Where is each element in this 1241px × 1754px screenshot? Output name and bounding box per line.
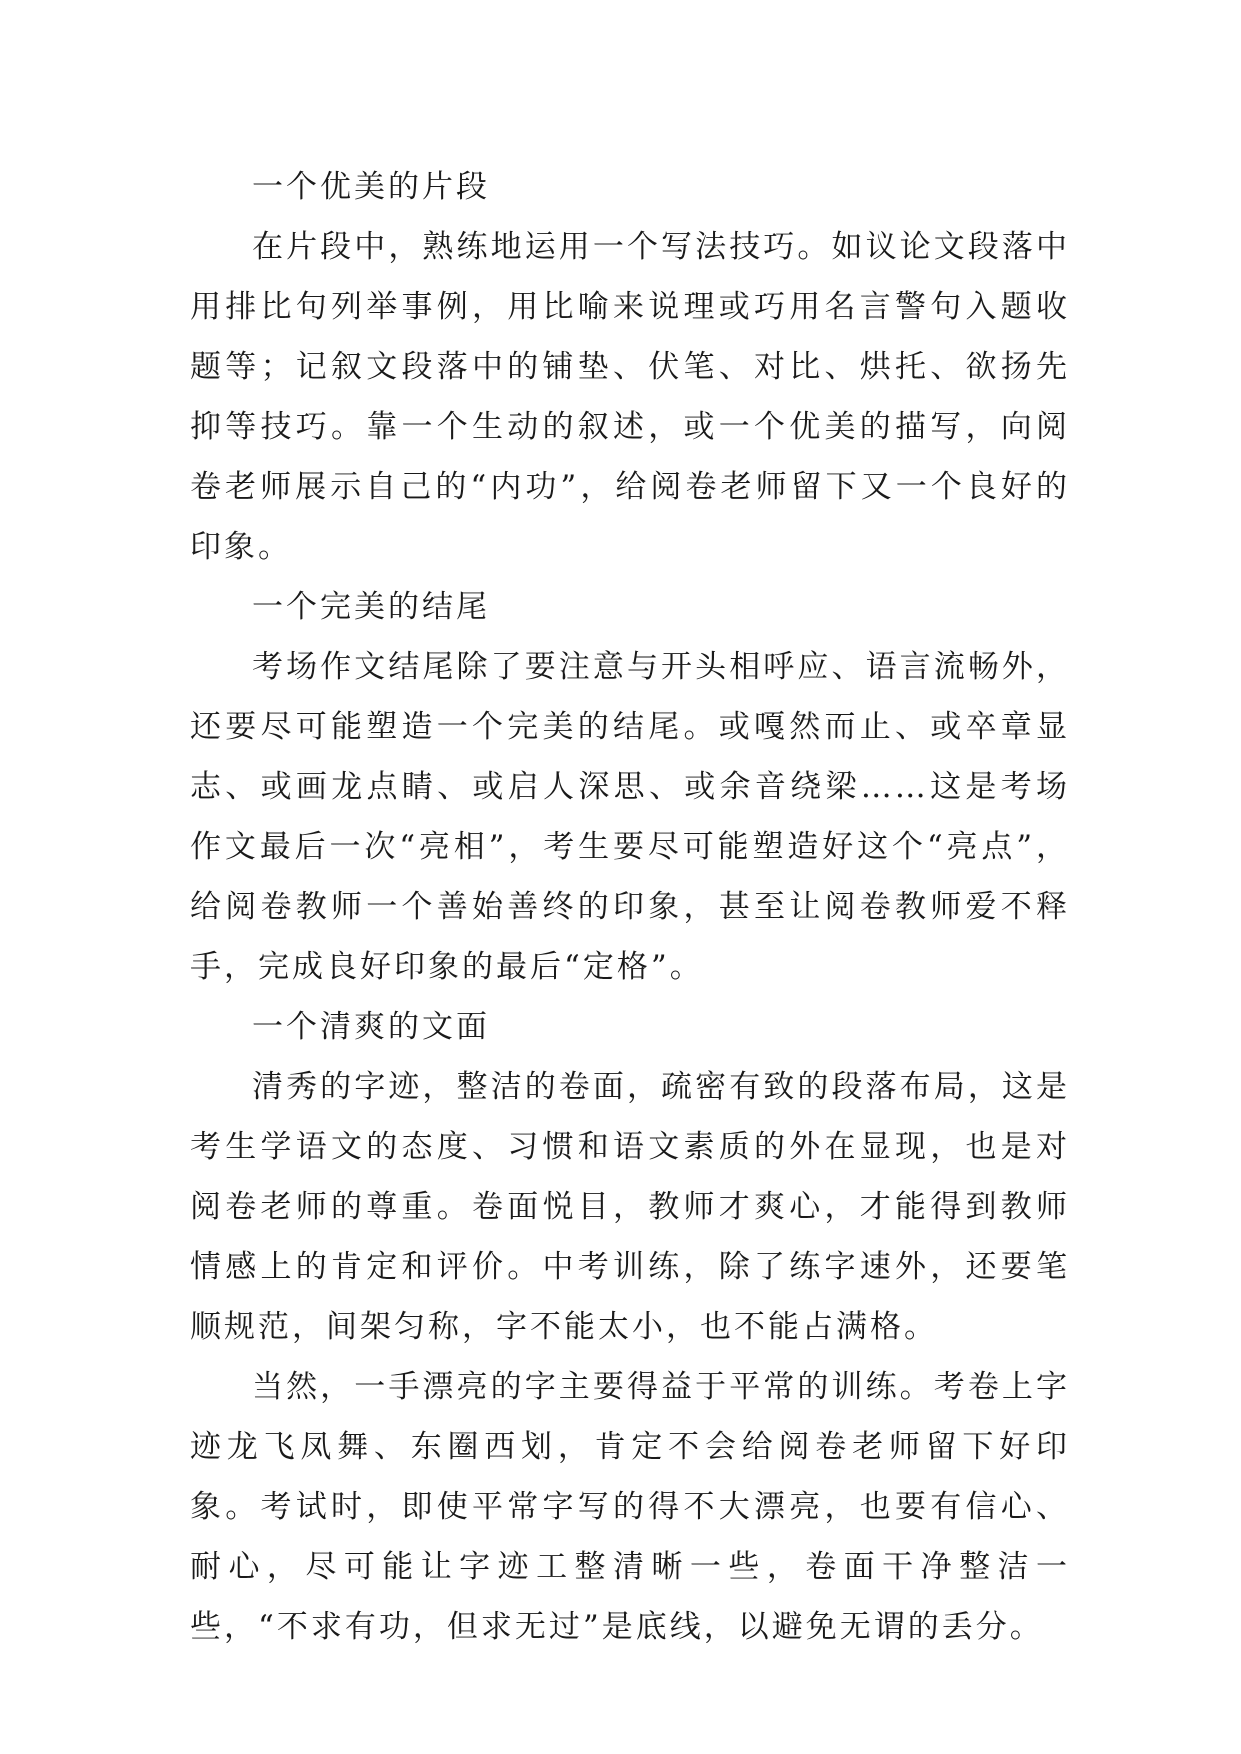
section-heading-clean-layout: 一个清爽的文面 [252,1009,490,1045]
section-heading-beautiful-passage: 一个优美的片段 [252,169,490,205]
paragraph-passage-technique: 在片段中，熟练地运用一个写法技巧。如议论文段落中用排比句列举事例，用比喻来说理或巧用名言警句入题收题等；记叙文段落中的铺垫、伏笔、对比、烘托、欲扬先抑等技巧。靠一个生动的叙述，或一个优美的描写，向阅卷老师展示自己的“内功”，给阅卷老师留下又一个良好的印象。 [190,229,1070,565]
document-body [190,157,1070,1657]
paragraph-clean-layout: 清秀的字迹，整洁的卷面，疏密有致的段落布局，这是考生学语文的态度、习惯和语文素质的外在显现，也是对阅卷老师的尊重。卷面悦目，教师才爽心，才能得到教师情感上的肯定和评价。中考训练，除了练字速外，还要笔顺规范，间架匀称，字不能太小，也不能占满格。 [190,1069,1070,1345]
paragraph-ending-technique: 考场作文结尾除了要注意与开头相呼应、语言流畅外，还要尽可能塑造一个完美的结尾。或嘎然而止、或卒章显志、或画龙点睛、或启人深思、或余音绕梁……这是考场作文最后一次“亮相”，考生要尽可能塑造好这个“亮点”，给阅卷教师一个善始善终的印象，甚至让阅卷教师爱不释手，完成良好印象的最后“定格”。 [190,649,1070,985]
paragraph-handwriting-practice: 当然，一手漂亮的字主要得益于平常的训练。考卷上字迹龙飞凤舞、东圈西划，肯定不会给阅卷老师留下好印象。考试时，即使平常字写的得不大漂亮，也要有信心、耐心，尽可能让字迹工整清晰一些，卷面干净整洁一些，“不求有功，但求无过”是底线，以避免无谓的丢分。 [190,1369,1070,1645]
section-heading-perfect-ending: 一个完美的结尾 [252,589,490,625]
